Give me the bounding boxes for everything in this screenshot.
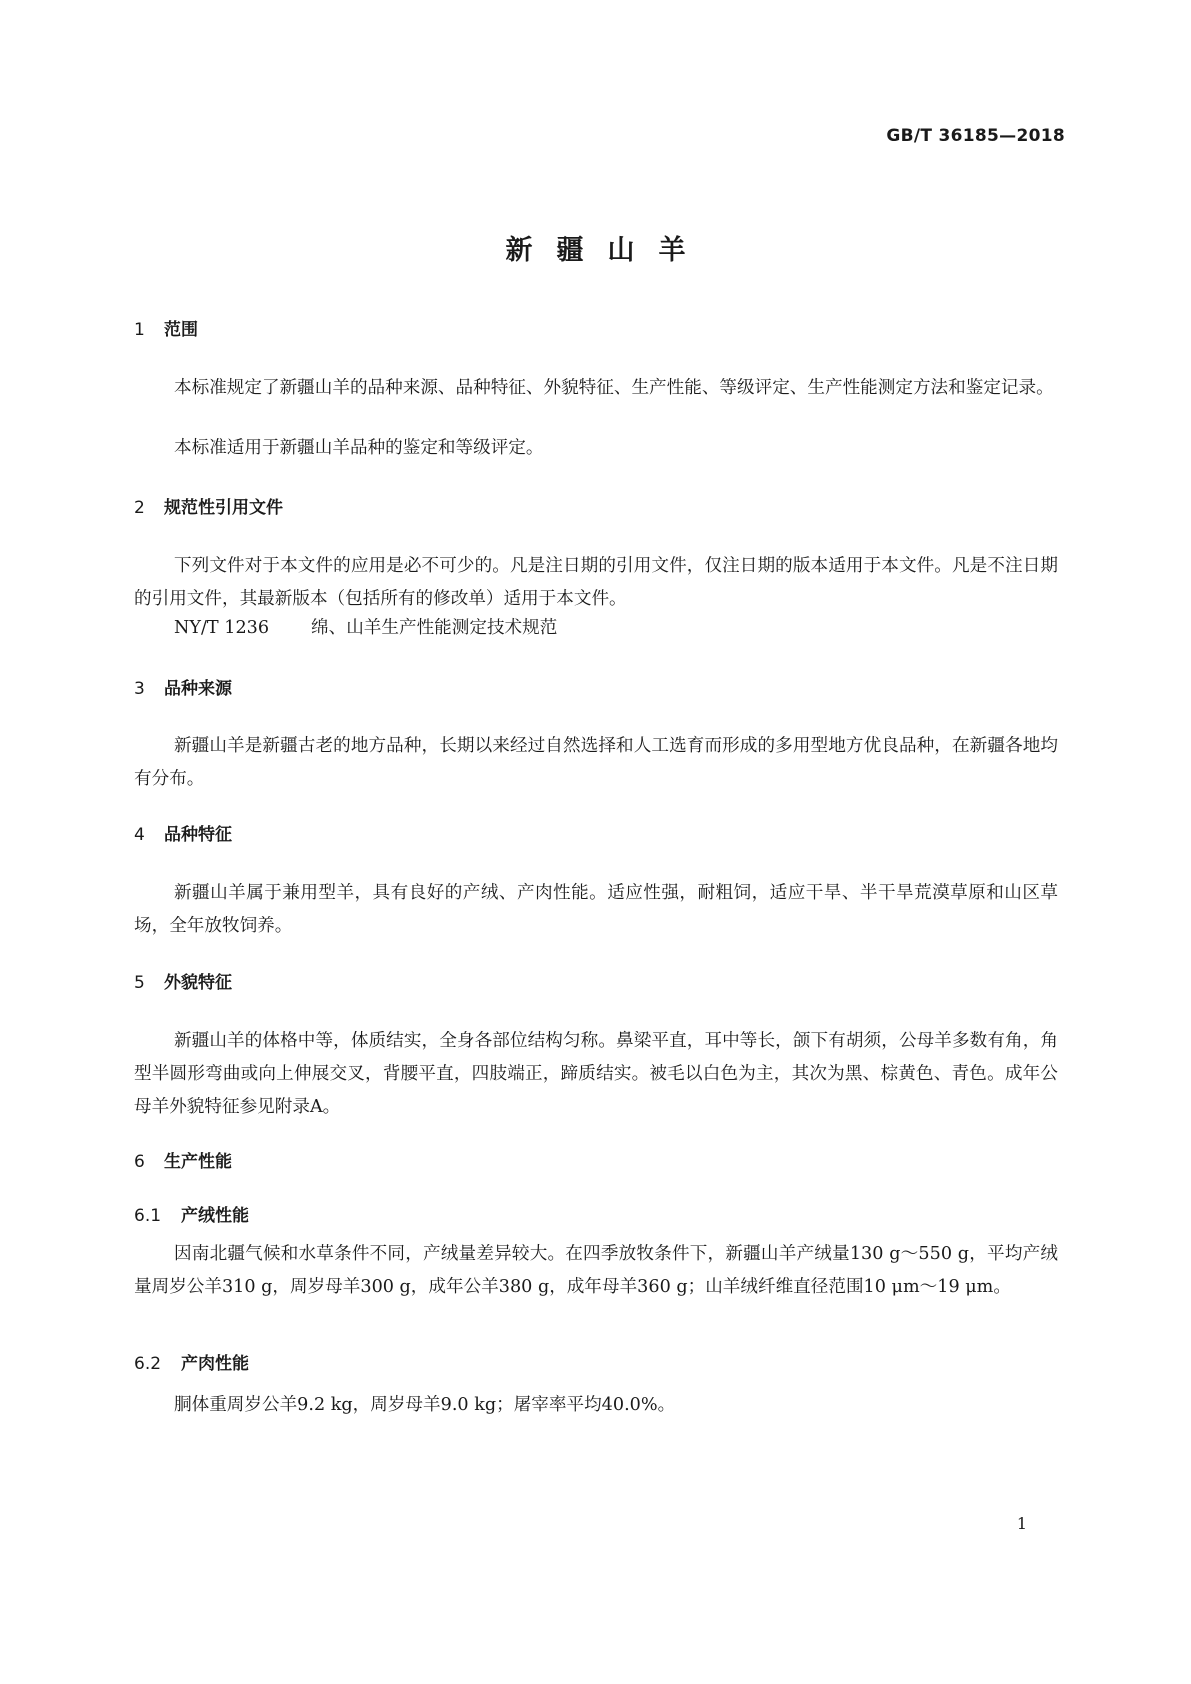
section-title: 规范性引用文件	[164, 498, 283, 518]
section-title: 品种特征	[164, 825, 232, 845]
section-heading-appearance	[134, 971, 232, 995]
cashmere-paragraph: 因南北疆气候和水草条件不同，产绒量差异较大。在四季放牧条件下，新疆山羊产绒量130 g～550 g，平均产绒量周岁公羊310 g，周岁母羊300 g，成年公羊380 g，成年母羊360 g；山羊绒纤维直径范围10 μm～19 μm。	[134, 1244, 1058, 1297]
subsection-title: 产肉性能	[181, 1354, 249, 1374]
breed-origin-paragraph: 新疆山羊是新疆古老的地方品种，长期以来经过自然选择和人工选育而形成的多用型地方优良品种，在新疆各地均有分布。	[134, 736, 1058, 789]
subsection-number: 6.1	[134, 1206, 162, 1226]
section-title: 范围	[164, 320, 198, 340]
page-number: 1	[1016, 1514, 1027, 1533]
section-number: 5	[134, 973, 145, 993]
section-heading-breed-origin	[134, 677, 232, 701]
appearance-paragraph: 新疆山羊的体格中等，体质结实，全身各部位结构匀称。鼻梁平直，耳中等长，颌下有胡须，公母羊多数有角，角型半圆形弯曲或向上伸展交叉，背腰平直，四肢端正，蹄质结实。被毛以白色为主，其次为黑、棕黄色、青色。成年公母羊外貌特征参见附录A。	[134, 1031, 1058, 1117]
reference-title: 绵、山羊生产性能测定技术规范	[311, 618, 558, 638]
section-number: 1	[134, 320, 145, 340]
reference-code: NY/T 1236	[174, 618, 270, 638]
section-heading-breed-characteristics	[134, 823, 232, 847]
section-title: 品种来源	[164, 679, 232, 699]
section-number: 4	[134, 825, 145, 845]
section-title: 生产性能	[164, 1152, 232, 1172]
breed-characteristics-paragraph: 新疆山羊属于兼用型羊，具有良好的产绒、产肉性能。适应性强，耐粗饲，适应干旱、半干旱荒漠草原和山区草场，全年放牧饲养。	[134, 883, 1058, 936]
references-paragraph: 下列文件对于本文件的应用是必不可少的。凡是注日期的引用文件，仅注日期的版本适用于本文件。凡是不注日期的引用文件，其最新版本（包括所有的修改单）适用于本文件。	[134, 556, 1058, 609]
subsection-title: 产绒性能	[181, 1206, 249, 1226]
scope-paragraph-1: 本标准规定了新疆山羊的品种来源、品种特征、外貌特征、生产性能、等级评定、生产性能测定方法和鉴定记录。	[174, 378, 1054, 398]
subsection-heading-cashmere	[134, 1204, 249, 1228]
document-title: 新疆山羊	[505, 235, 710, 266]
reference-entry	[174, 612, 557, 645]
standard-number: GB/T 36185—2018	[886, 126, 1065, 146]
section-number: 2	[134, 498, 145, 518]
section-number: 6	[134, 1152, 145, 1172]
meat-paragraph: 胴体重周岁公羊9.2 kg，周岁母羊9.0 kg；屠宰率平均40.0%。	[174, 1395, 676, 1415]
scope-paragraph-2: 本标准适用于新疆山羊品种的鉴定和等级评定。	[174, 438, 544, 458]
section-heading-scope	[134, 318, 198, 342]
section-heading-normative-references	[134, 496, 283, 520]
section-number: 3	[134, 679, 145, 699]
subsection-number: 6.2	[134, 1354, 162, 1374]
section-heading-production-performance	[134, 1150, 232, 1174]
subsection-heading-meat	[134, 1352, 249, 1376]
section-title: 外貌特征	[164, 973, 232, 993]
